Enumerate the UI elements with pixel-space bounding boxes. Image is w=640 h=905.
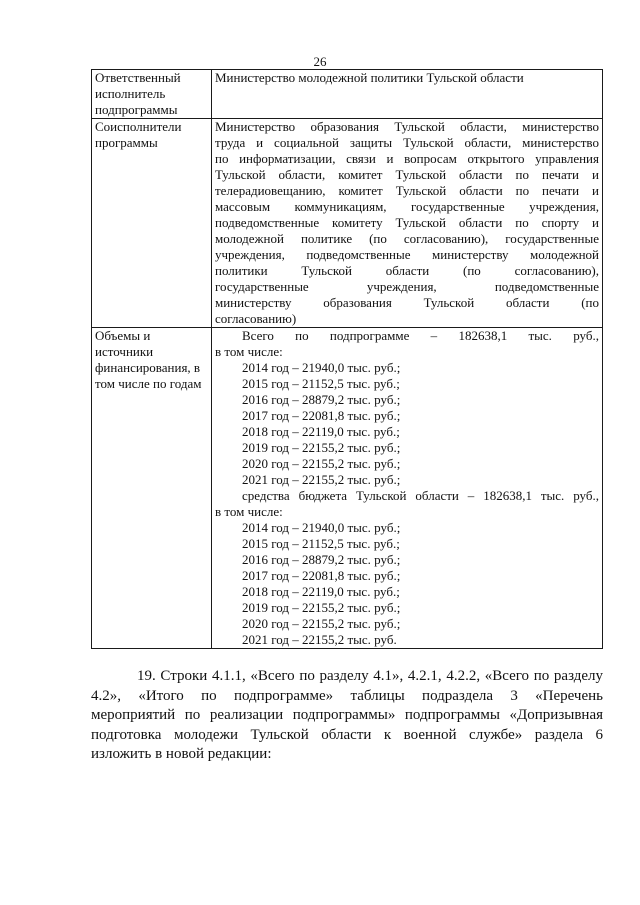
financing-regional-year-line: 2016 год – 28879,2 тыс. руб.; bbox=[242, 552, 401, 567]
subprogram-passport-table bbox=[91, 69, 603, 649]
co-executors-line: согласованию) bbox=[215, 311, 297, 326]
financing-regional-year-line: 2020 год – 22155,2 тыс. руб.; bbox=[242, 616, 401, 631]
financing-regional-in-that-number: в том числе: bbox=[215, 504, 283, 519]
amendment-paragraph bbox=[91, 667, 603, 765]
co-executors-line: по информатизации, связи и вопросам открытого управления bbox=[215, 151, 599, 166]
financing-year-line: 2019 год – 22155,2 тыс. руб.; bbox=[242, 440, 401, 455]
co-executors-line: учреждения, подведомственные министерству молодежной bbox=[215, 247, 599, 262]
financing-in-that-number: в том числе: bbox=[215, 344, 283, 359]
financing-regional-year-line: 2018 год – 22119,0 тыс. руб.; bbox=[242, 584, 400, 599]
co-executors-line: политики Тульской области (по согласованию), bbox=[215, 263, 599, 278]
paragraph-line: изложить в новой редакции: bbox=[91, 746, 272, 763]
paragraph-line: подготовка молодежи Тульской области к военной службе» раздела 6 bbox=[91, 726, 603, 743]
responsible-value: Министерство молодежной политики Тульской области bbox=[212, 70, 603, 119]
paragraph-line: 19. Строки 4.1.1, «Всего по разделу 4.1», 4.2.1, 4.2.2, «Всего по разделу bbox=[137, 668, 603, 684]
financing-year-line: 2020 год – 22155,2 тыс. руб.; bbox=[242, 456, 401, 471]
financing-regional-year-line: 2015 год – 21152,5 тыс. руб.; bbox=[242, 536, 400, 551]
co-executors-line: Министерство образования Тульской области, министерство bbox=[215, 119, 599, 134]
co-executors-line: труда и социальной защиты Тульской области, министерство bbox=[215, 135, 599, 150]
financing-label: Объемы и источники финансирования, в том числе по годам bbox=[92, 328, 212, 649]
financing-regional-year-line: 2017 год – 22081,8 тыс. руб.; bbox=[242, 568, 401, 583]
co-executors-line: массовым коммуникациям, государственные учреждения, bbox=[215, 199, 599, 214]
page-number: 26 bbox=[313, 54, 327, 69]
financing-year-line: 2016 год – 28879,2 тыс. руб.; bbox=[242, 392, 401, 407]
paragraph-line: 4.2», «Итого по подпрограмме» таблицы подраздела 3 «Перечень bbox=[91, 687, 603, 704]
co-executors-line: молодежной политике (по согласованию), государственные bbox=[215, 231, 599, 246]
table-row-responsible bbox=[92, 70, 603, 119]
co-executors-line: министерству образования Тульской области (по bbox=[215, 295, 599, 310]
responsible-label: Ответственный исполнитель подпрограммы bbox=[92, 70, 212, 119]
co-executors-value bbox=[212, 119, 603, 328]
financing-year-line: 2017 год – 22081,8 тыс. руб.; bbox=[242, 408, 401, 423]
co-executors-line: телерадиовещанию, комитет Тульской области по печати и bbox=[215, 183, 599, 198]
co-executors-line: подведомственные комитету Тульской области по спорту и bbox=[215, 215, 599, 230]
financing-year-line: 2021 год – 22155,2 тыс. руб.; bbox=[242, 472, 401, 487]
paragraph-line: мероприятий по реализации подпрограммы» подпрограммы «Допризывная bbox=[91, 707, 603, 724]
financing-year-line: 2015 год – 21152,5 тыс. руб.; bbox=[242, 376, 400, 391]
financing-regional-line: средства бюджета Тульской области – 182638,1 тыс. руб., bbox=[242, 488, 599, 503]
co-executors-line: Тульской области, комитет Тульской области по печати и bbox=[215, 167, 599, 182]
financing-total-line: Всего по подпрограмме – 182638,1 тыс. руб., bbox=[242, 328, 599, 343]
financing-regional-year-line: 2021 год – 22155,2 тыс. руб. bbox=[242, 632, 397, 647]
financing-year-line: 2018 год – 22119,0 тыс. руб.; bbox=[242, 424, 400, 439]
financing-regional-year-line: 2019 год – 22155,2 тыс. руб.; bbox=[242, 600, 401, 615]
financing-value bbox=[212, 328, 603, 649]
table-row-financing bbox=[92, 328, 603, 649]
table-row-co-executors bbox=[92, 119, 603, 328]
financing-regional-year-line: 2014 год – 21940,0 тыс. руб.; bbox=[242, 520, 401, 535]
co-executors-label: Соисполнители программы bbox=[92, 119, 212, 328]
co-executors-line: государственные учреждения, подведомственные bbox=[215, 279, 599, 294]
financing-year-line: 2014 год – 21940,0 тыс. руб.; bbox=[242, 360, 401, 375]
